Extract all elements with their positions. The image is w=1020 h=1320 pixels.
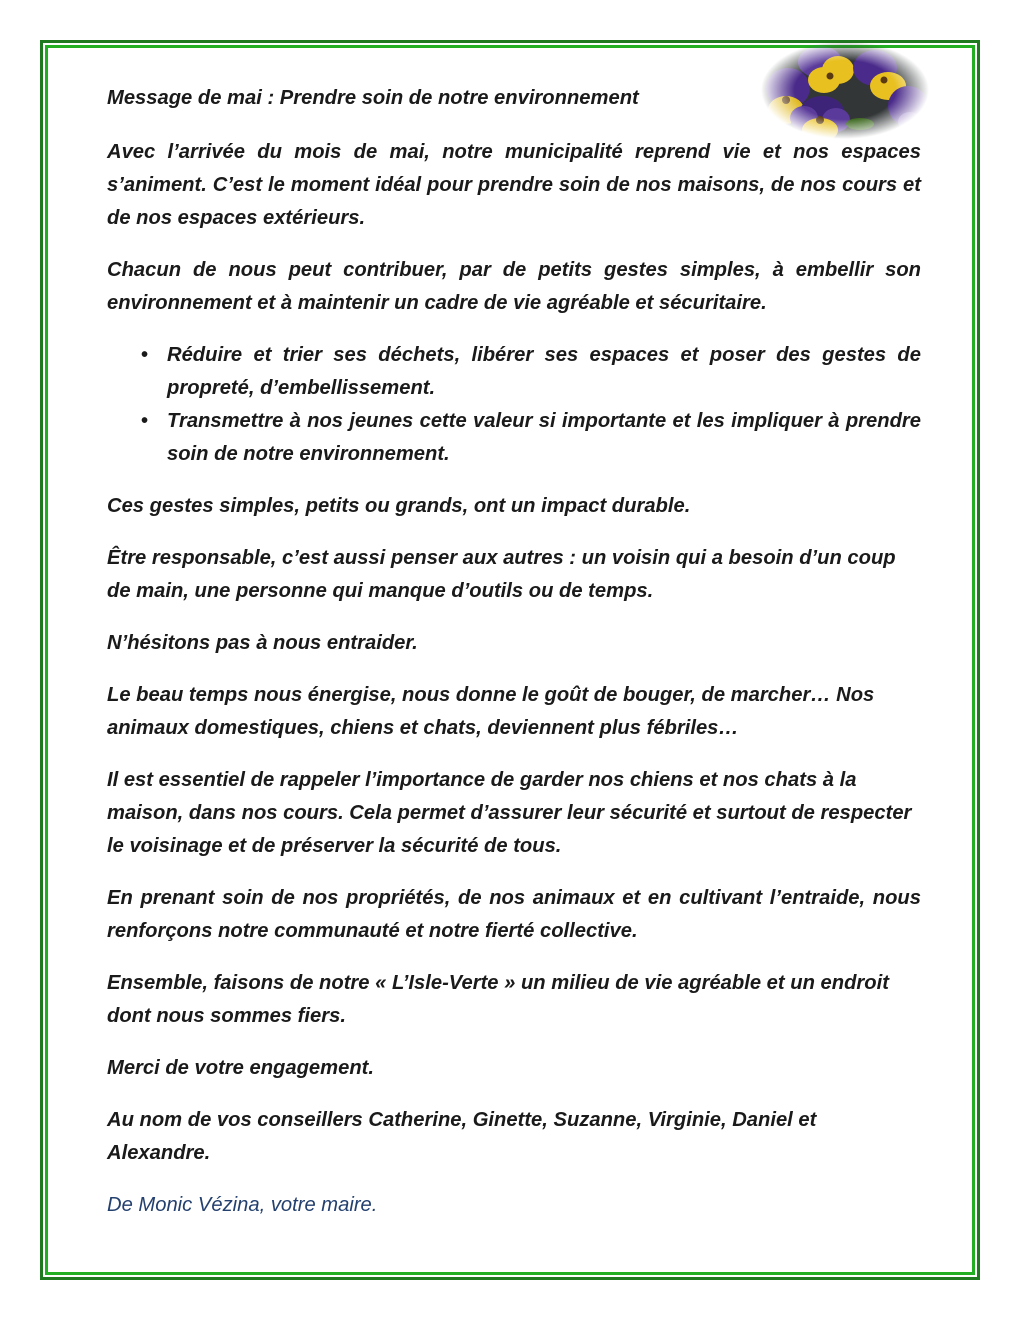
list-item (141, 339, 921, 405)
paragraph-community: En prenant soin de nos propriétés, de nos animaux et en cultivant l’entraide, nous renforçons notre communauté et notre fierté collective. (107, 887, 921, 942)
list-item-text: Réduire et trier ses déchets, libérer ses espaces et poser des gestes de propreté, d’embellissement. (167, 344, 921, 399)
list-item-text: Transmettre à nos jeunes cette valeur si importante et les impliquer à prendre soin de notre environnement. (167, 410, 921, 465)
paragraph-intro: Avec l’arrivée du mois de mai, notre municipalité reprend vie et nos espaces s’animent. C’est le moment idéal pour prendre soin de nos maisons, de nos cours et de nos espaces extérieurs. (107, 141, 921, 229)
bullet-icon: • (141, 410, 149, 432)
paragraph-contribution: Chacun de nous peut contribuer, par de petits gestes simples, à embellir son environnement et à maintenir un cadre de vie agréable et sécuritaire. (107, 259, 921, 314)
paragraph-impact: Ces gestes simples, petits ou grands, ont un impact durable. (107, 495, 691, 517)
paragraph-councillors: Au nom de vos conseillers Catherine, Ginette, Suzanne, Virginie, Daniel et Alexandre. (107, 1109, 817, 1164)
paragraph-entraide: N’hésitons pas à nous entraider. (107, 632, 418, 654)
paragraph-responsibility: Être responsable, c’est aussi penser aux autres : un voisin qui a besoin d’un coup de main, une personne qui manque d’outils ou de temps. (107, 547, 896, 602)
paragraph-pets: Il est essentiel de rappeler l’importance de garder nos chiens et nos chats à la maison, dans nos cours. Cela permet d’assurer leur sécurité et surtout de respecter le voisinage et de préserver la sécurité de tous. (107, 769, 912, 857)
paragraph-thanks: Merci de votre engagement. (107, 1057, 375, 1079)
paragraph-weather: Le beau temps nous énergise, nous donne le goût de bouger, de marcher… Nos animaux domestiques, chiens et chats, deviennent plus fébriles… (107, 684, 875, 739)
paragraph-isle-verte: Ensemble, faisons de notre « L’Isle-Verte » un milieu de vie agréable et un endroit dont nous sommes fiers. (107, 972, 889, 1027)
letter-title: Message de mai : Prendre soin de notre environnement (107, 87, 639, 109)
signature: De Monic Vézina, votre maire. (107, 1194, 378, 1216)
list-item (141, 405, 921, 471)
letter-body (107, 82, 921, 1241)
bullet-icon: • (141, 344, 149, 366)
gestures-list (107, 339, 921, 471)
